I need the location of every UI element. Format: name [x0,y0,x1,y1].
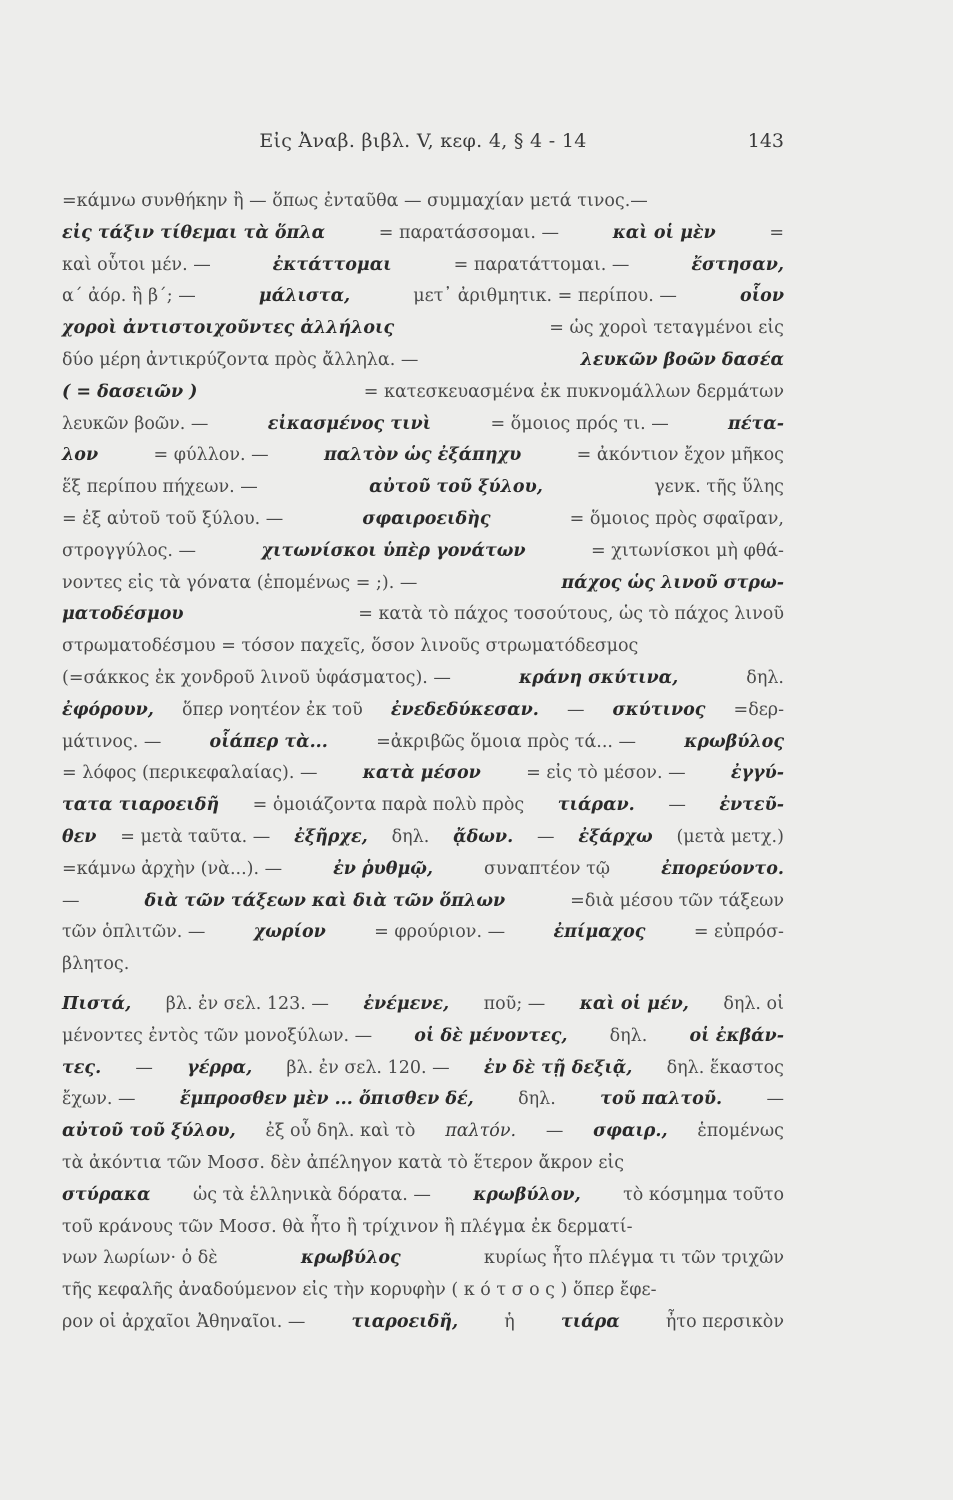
lemma-term: οἱ ἐκβάν- [689,1025,784,1046]
lemma-term: τιαροειδῆ, [351,1311,459,1332]
text-segment: τὰ ἀκόντια τῶν Μοσσ. δὲν ἀπέληγον κατὰ τὸ ἕτερον ἄκρον εἰς [62,1152,625,1173]
text-line [62,345,784,377]
lemma-term: λον [62,445,99,466]
text-segment: τὸ κόσμημα τοῦτο [623,1184,784,1205]
text-line [62,281,784,313]
lemma-term: παλτὸν ὡς ἐξάπηχυ [323,445,522,466]
text-segment: — [668,795,686,816]
text-segment: νων λωρίων· ὁ δὲ [62,1248,218,1269]
text-segment: τῆς κεφαλῆς ἀναδούμενον εἰς τὴν κορυφὴν ( κ ό τ σ ο ς ) ὅπερ ἔφε- [62,1280,657,1301]
text-line [62,1180,784,1212]
text-segment: ὡς τὰ ἑλληνικὰ δόρατα. — [192,1184,431,1205]
text-segment: ἡ [504,1311,515,1332]
text-segment: δηλ. [746,667,784,688]
text-line [62,917,784,949]
text-segment: (=σάκκος ἐκ χονδροῦ λινοῦ ὑφάσματος). — [62,667,451,688]
text-segment: = ἀκόντιον ἔχον μῆκος [576,445,784,466]
text-line [62,1021,784,1053]
text-segment: ἑπομένως [697,1121,784,1142]
lemma-term: κρωβύλος [300,1248,401,1269]
text-line [62,568,784,600]
lemma-term: καὶ οἱ μέν, [579,993,689,1014]
lemma-term: κατὰ μέσον [362,763,481,784]
lemma-term: ἔμπροσθεν μὲν ... ὄπισθεν δέ, [179,1089,474,1110]
lemma-term: χοροὶ ἀντιστοιχοῦντες ἀλλήλοις [62,318,395,339]
text-segment: ὅπερ νοητέον ἐκ τοῦ [181,699,363,720]
lemma-term: ἐξάρχω [578,826,653,847]
text-line [62,1243,784,1275]
text-segment: = παρατάσσομαι. — [378,222,560,243]
text-segment: λευκῶν βοῶν. — [62,413,209,434]
text-segment: — [62,890,80,911]
text-line [62,886,784,918]
text-line [62,250,784,282]
text-line [62,1116,784,1148]
lemma-term: οἱ δὲ μένοντες, [414,1025,568,1046]
italic-term: παλτόν. [445,1121,517,1142]
text-line [62,377,784,409]
lemma-term: ἐν δὲ τῇ δεξιᾷ, [483,1057,633,1078]
text-line [62,727,784,759]
text-segment: δηλ. οἱ [723,993,784,1014]
lemma-term: λευκῶν βοῶν δασέα [580,349,784,370]
text-segment: ἔχων. — [62,1089,136,1110]
text-segment: ἐξ οὗ δηλ. καὶ τὸ [265,1121,416,1142]
lemma-term: θεν [62,826,97,847]
lemma-term: τες. [62,1057,102,1078]
text-line [62,536,784,568]
lemma-term: τιάραν. [557,795,635,816]
text-segment: = ἐξ αὐτοῦ τοῦ ξύλου. — [62,508,284,529]
text-segment: =ἀκριβῶς ὅμοια πρὸς τά... — [376,731,637,752]
paragraph-gap [62,981,784,989]
text-line [62,949,784,981]
running-title: Εἰς Ἀναβ. βιβλ. V, κεφ. 4, § 4 - 14 [259,130,587,152]
text-segment: = φύλλον. — [153,445,269,466]
text-segment: ποῦ; — [483,993,546,1014]
text-segment: τῶν ὁπλιτῶν. — [62,922,206,943]
text-segment: ἦτο περσικὸν [665,1311,784,1332]
text-line [62,218,784,250]
text-line [62,1053,784,1085]
lemma-term: χωρίον [253,922,326,943]
text-segment: ρον οἱ ἀρχαῖοι Ἀθηναῖοι. — [62,1311,306,1332]
text-segment: — [537,826,555,847]
text-line [62,1084,784,1116]
lemma-term: εἰκασμένος τινὶ [267,413,432,434]
text-segment: = κατὰ τὸ πάχος τοσούτους, ὡς τὸ πάχος λινοῦ [358,604,784,625]
text-segment: συναπτέον τῷ [484,858,611,879]
lemma-term: αὐτοῦ τοῦ ξύλου, [369,477,543,498]
text-segment: = παρατάττομαι. — [453,254,630,275]
lemma-term: τοῦ παλτοῦ. [600,1089,723,1110]
text-line [62,663,784,695]
text-segment: = μετὰ ταῦτα. — [120,826,271,847]
text-line [62,186,784,218]
text-segment: = εἰς τὸ μέσον. — [526,763,686,784]
lemma-term: διὰ τῶν τάξεων καὶ διὰ τῶν ὅπλων [144,890,506,911]
lemma-term: αὐτοῦ τοῦ ξύλου, [62,1121,236,1142]
text-segment: δηλ. [609,1025,648,1046]
lemma-term: τατα τιαροειδῆ [62,795,220,816]
text-segment: =διὰ μέσου τῶν τάξεων [570,890,784,911]
text-segment: μάτινος. — [62,731,162,752]
lemma-term: καὶ οἱ μὲν [612,222,716,243]
text-line [62,1212,784,1244]
text-segment: βλ. ἐν σελ. 120. — [286,1057,450,1078]
lemma-term: οἷον [740,286,784,307]
text-segment: μετ᾽ ἀριθμητικ. = περίπου. — [413,286,677,307]
text-line [62,504,784,536]
text-segment: δηλ. [391,826,430,847]
text-segment: νοντες εἰς τὰ γόνατα (ἑπομένως = ;). — [62,572,418,593]
text-line [62,631,784,663]
lemma-term: ἐντεῦ- [719,795,784,816]
text-segment: (μετὰ μετχ.) [676,826,784,847]
lemma-term: κρωβύλος [684,731,784,752]
text-segment: = εὐπρόσ- [693,922,784,943]
lemma-term: πέτα- [728,413,784,434]
text-segment: = ὁμοιάζοντα παρὰ πολὺ πρὸς [252,795,525,816]
text-segment: = λόφος (περικεφαλαίας). — [62,763,318,784]
page-header [62,130,784,160]
lemma-term: ἐξῆρχε, [294,826,368,847]
text-segment: βλ. ἐν σελ. 123. — [165,993,329,1014]
text-line [62,695,784,727]
text-line [62,472,784,504]
text-line [62,854,784,886]
lemma-term: γέρρα, [187,1057,253,1078]
lemma-term: ἐγγύ- [730,763,784,784]
lemma-term: ἔστησαν, [691,254,784,275]
text-line [62,758,784,790]
lemma-term: πάχος ὡς λινοῦ στρω- [561,572,784,593]
text-line [62,409,784,441]
lemma-term: εἰς τάξιν τίθεμαι τὰ ὅπλα [62,222,326,243]
page-number: 143 [747,130,784,152]
text-line [62,989,784,1021]
lemma-term: ἐνεδεδύκεσαν. [390,699,539,720]
lemma-term: στύρακα [62,1184,151,1205]
text-segment: = ὅμοιος πρός τι. — [490,413,669,434]
lemma-term: σκύτινος [612,699,706,720]
text-segment: καὶ οὗτοι μέν. — [62,254,211,275]
lemma-term: ἐκτάττομαι [272,254,392,275]
lemma-term: τιάρα [560,1311,620,1332]
lemma-term: σφαιροειδὴς [362,508,491,529]
text-line [62,313,784,345]
lemma-term: ἐπίμαχος [553,922,646,943]
text-segment: = φρούριον. — [374,922,506,943]
text-line [62,1275,784,1307]
text-segment: — [766,1089,784,1110]
text-segment: μένοντες ἐντὸς τῶν μονοξύλων. — [62,1025,373,1046]
lemma-term: κράνη σκύτινα, [518,667,679,688]
text-segment: τοῦ κράνους τῶν Μοσσ. θὰ ἦτο ἢ τρίχινον ἢ πλέγμα ἐκ δερματί- [62,1216,633,1237]
text-segment: δηλ. ἕκαστος [666,1057,784,1078]
lemma-term: ( = δασειῶν ) [62,381,198,402]
text-segment: =κάμνω ἀρχὴν (νὰ...). — [62,858,283,879]
text-segment: — [135,1057,153,1078]
text-segment: — [566,699,585,720]
text-segment: στρογγύλος. — [62,540,197,561]
text-segment: =κάμνω συνθήκην ἢ — ὅπως ἐνταῦθα — συμμαχίαν μετά τινος.— [62,191,648,211]
text-line [62,599,784,631]
lemma-term: ἐπορεύοντο. [661,858,784,879]
text-segment: = χιτωνίσκοι μὴ φθά- [591,540,784,561]
commentary-text [62,186,784,1339]
text-segment: α΄ ἀόρ. ἢ β΄; — [62,286,196,307]
text-segment: =δερ- [733,699,784,720]
text-segment: δύο μέρη ἀντικρύζοντα πρὸς ἄλληλα. — [62,349,419,370]
lemma-term: χιτωνίσκοι ὑπὲρ γονάτων [261,540,526,561]
lemma-term: ἐνέμενε, [363,993,450,1014]
text-segment: ἕξ περίπου πήχεων. — [62,477,258,498]
text-line [62,440,784,472]
text-segment: = ὡς χοροὶ τεταγμένοι εἰς [549,318,784,339]
lemma-term: ἐν ῥυθμῷ, [333,858,434,879]
text-line [62,790,784,822]
text-segment: — [545,1121,564,1142]
text-segment: γενκ. τῆς ὕλης [654,477,784,498]
lemma-term: σφαιρ., [593,1121,668,1142]
text-segment: = [769,222,784,243]
text-segment: δηλ. [518,1089,556,1110]
text-line [62,1307,784,1339]
text-segment: βλητος. [62,954,130,975]
text-segment: = κατεσκευασμένα ἐκ πυκνομάλλων δερμάτων [363,381,784,402]
lemma-term: μάλιστα, [258,286,351,307]
lemma-term: Πιστά, [62,993,132,1014]
lemma-term: ἐφόρουν, [62,699,154,720]
text-line [62,822,784,854]
text-line [62,1148,784,1180]
lemma-term: κρωβύλον, [473,1184,581,1205]
lemma-term: ᾄδων. [453,826,514,847]
text-segment: κυρίως ἦτο πλέγμα τι τῶν τριχῶν [483,1248,784,1269]
text-segment: στρωματοδέσμου = τόσον παχεῖς, ὅσον λινοῦς στρωματόδεσμος [62,636,639,657]
lemma-term: οἷάπερ τὰ... [209,731,328,752]
lemma-term: ματοδέσμου [62,604,184,625]
text-segment: = ὅμοιος πρὸς σφαῖραν, [569,508,784,529]
